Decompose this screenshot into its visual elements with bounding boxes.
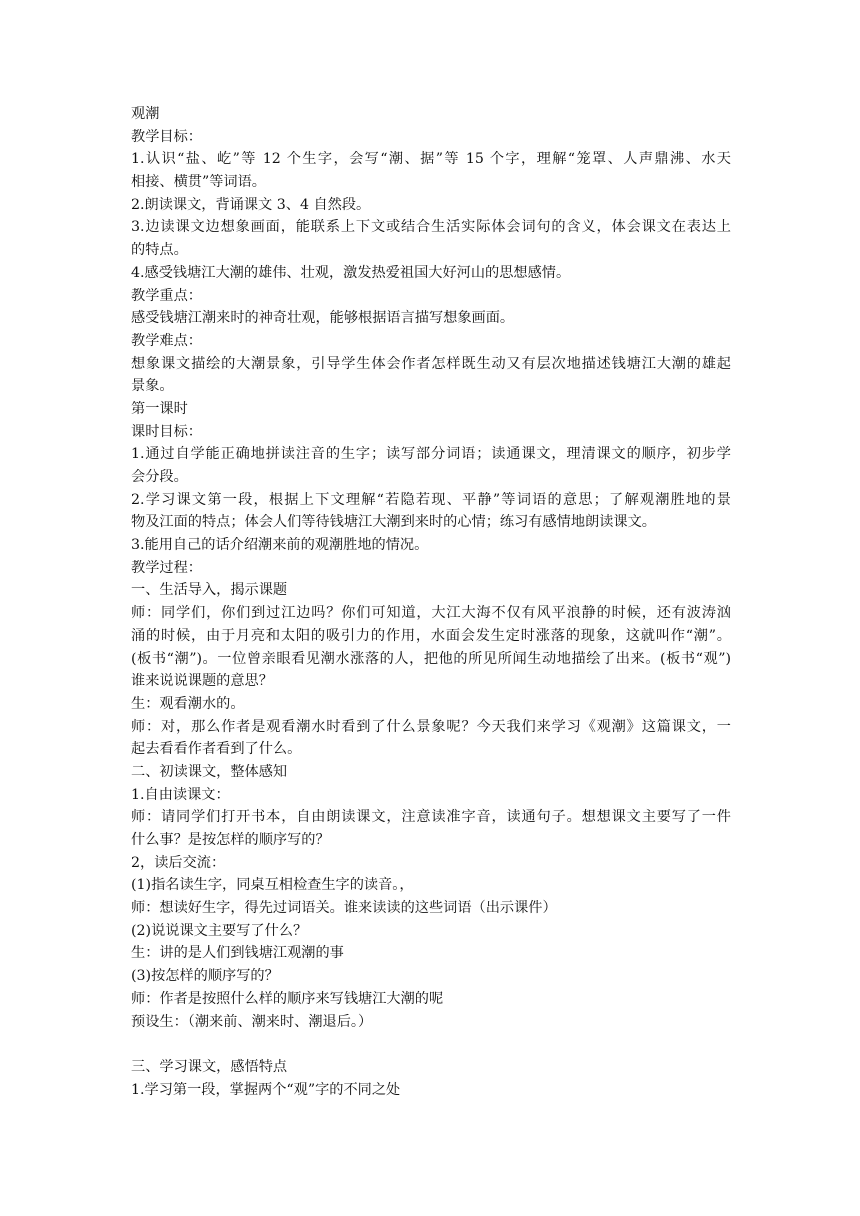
text-line: 教学重点： <box>131 287 202 304</box>
text-line: 生：观看潮水的。 <box>131 695 245 712</box>
text-line: 教学难点： <box>131 332 202 349</box>
text-line: 师：想读好生字，得先过词语关。谁来读读的这些词语（出示课件） <box>131 900 557 917</box>
text-line: 谁来说说课题的意思？ <box>131 673 273 690</box>
text-line: 教学过程： <box>131 559 202 576</box>
text-line: 相接、横贯”等词语。 <box>131 174 266 191</box>
text-line: 1.通过自学能正确地拼读注音的生字；读写部分词语；读通课文，理清课文的顺序，初步学 <box>131 446 731 463</box>
document-body <box>131 103 731 1101</box>
text-line: 预设生：（潮来前、潮来时、潮退后。） <box>131 1013 373 1030</box>
blank-line <box>131 1033 731 1056</box>
text-line: 感受钱塘江潮来时的神奇壮观，能够根据语言描写想象画面。 <box>131 310 515 327</box>
document-title: 观潮 <box>131 106 160 122</box>
text-line: (1)指名读生字，同桌互相检查生字的读音。， <box>131 877 414 894</box>
text-line: 课时目标： <box>131 423 202 440</box>
text-line: 什么事？是按怎样的顺序写的？ <box>131 832 330 848</box>
text-line: 3.能用自己的话介绍潮来前的观潮胜地的情况。 <box>131 537 429 554</box>
text-line: 第一课时 <box>131 400 188 417</box>
text-line: 1.自由读课文： <box>131 786 230 803</box>
text-line: 师：请同学们打开书本，自由朗读课文，注意读准字音，读通句子。想想课文主要写了一件 <box>131 809 731 826</box>
text-line: 1.认识“盐、屹”等 12 个生字，会写“潮、据”等 15 个字，理解“笼罩、人声鼎沸、水天 <box>131 151 731 168</box>
text-line: 师：作者是按照什么样的顺序来写钱塘江大潮的呢 <box>131 990 444 1007</box>
text-line: 起去看看作者看到了什么。 <box>131 741 302 758</box>
text-line: (2)说说课文主要写了什么？ <box>131 922 308 939</box>
text-line: 生：讲的是人们到钱塘江观潮的事 <box>131 945 344 962</box>
text-line: 涌的时候，由于月亮和太阳的吸引力的作用，水面会发生定时涨落的现象，这就叫作“潮”。 <box>131 627 731 644</box>
text-line: 的特点。 <box>131 242 188 259</box>
text-line: 教学目标： <box>131 128 202 145</box>
text-line: 1.学习第一段，掌握两个“观”字的不同之处 <box>131 1081 401 1098</box>
text-line: 二、初读课文，整体感知 <box>131 763 288 780</box>
text-line: 3.边读课文边想象画面，能联系上下文或结合生活实际体会词句的含义，体会课文在表达上 <box>131 219 731 236</box>
text-line: 景象。 <box>131 378 174 395</box>
text-line: 2.学习课文第一段，根据上下文理解“若隐若现、平静”等词语的意思；了解观潮胜地的景 <box>131 491 731 508</box>
text-line: 4.感受钱塘江大潮的雄伟、壮观，激发热爱祖国大好河山的思想感情。 <box>131 264 571 281</box>
text-line: 师：对，那么作者是观看潮水时看到了什么景象呢？今天我们来学习《观潮》这篇课文，一 <box>131 718 731 735</box>
text-line: 2，读后交流： <box>131 854 226 871</box>
text-line: 物及江面的特点；体会人们等待钱塘江大潮到来时的心情；练习有感情地朗读课文。 <box>131 514 656 531</box>
text-line: 一、生活导入，揭示课题 <box>131 582 288 599</box>
text-line: (3)按怎样的顺序写的？ <box>131 968 279 985</box>
text-line: 想象课文描绘的大潮景象，引导学生体会作者怎样既生动又有层次地描述钱塘江大潮的雄起 <box>131 355 731 372</box>
text-line: 会分段。 <box>131 469 188 485</box>
text-line: 师：同学们，你们到过江边吗？你们可知道，大江大海不仅有风平浪静的时候，还有波涛汹 <box>131 605 731 622</box>
text-line: 三、学习课文，感悟特点 <box>131 1058 288 1075</box>
text-line: (板书“潮”)。一位曾亲眼看见潮水涨落的人，把他的所见所闻生动地描绘了出来。(板书“观”) <box>131 650 731 667</box>
text-line: 2.朗读课文，背诵课文 3、4 自然段。 <box>131 196 371 213</box>
